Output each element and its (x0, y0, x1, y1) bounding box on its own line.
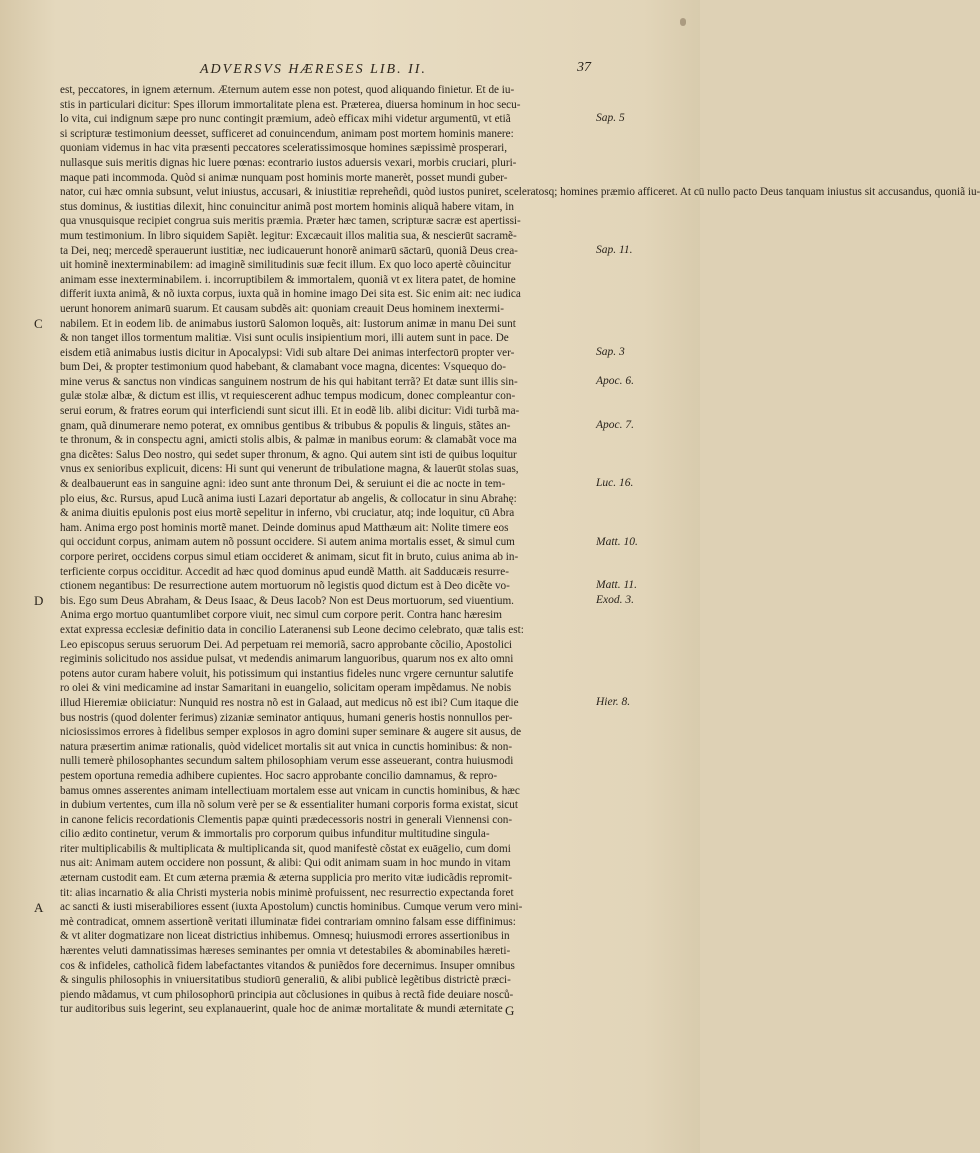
section-letter: A (34, 899, 44, 915)
text-line: maque pati incommoda. Quòd si animæ nunquam post hominis morte manerèt, posset mundi guber- (60, 171, 508, 184)
text-line: & vt aliter dogmatizare non liceat districtius inhibemus. Omnesq; huiusmodi errores assertionibus in (60, 930, 510, 943)
text-line: tit: alias incarnatio & alia Christi mysteria nobis minimè profuissent, nec resurrectio expectanda foret (60, 886, 514, 899)
page-edge-mark (680, 18, 686, 26)
text-line: bamus omnes asserentes animam intellectiuam mortalem esse aut vnicam in cunctis hominibus, & hæc (60, 784, 520, 797)
text-line: nulli temerè philosophantes secundum saltem philosophiam verum esse asseuerant, contra huiusmodi (60, 755, 514, 768)
margin-reference: Apoc. 7. (596, 418, 635, 431)
text-line: & dealbauerunt eas in sanguine agni: ideo sunt ante thronum Dei, & seruiunt ei die ac nocte in tem- (60, 478, 506, 491)
text-line: terficiente corpus occiditur. Accedit ad hæc quod dominus apud eundẽ Matth. ait Sadducæis resurre- (60, 565, 509, 578)
text-line: mine verus & sanctus non vindicas sanguinem nostrum de his qui habitant terrã? Et datæ sunt illis sin- (60, 375, 518, 388)
text-line: lo vita, cui indignum sæpe pro nunc contingit præmium, adeò efficax mihi videtur argumentū, vt etiã (60, 113, 511, 126)
text-line: & non tanget illos tormentum malitiæ. Visi sunt oculis insipientium mori, illi autem sunt in pace. De (60, 332, 509, 345)
text-line: in canone felicis recordationis Clementis papæ quinti prædecessoris nostri in generali Viennensi con- (60, 813, 513, 826)
text-line: ac sancti & iusti miserabiliores essent (iuxta Apostolum) cunctis hominibus. Cumque verum vero mini- (60, 901, 523, 914)
text-line: uit hominẽ inexterminabilem: ad imaginẽ similitudinis suæ fecit illum. Ex quo loco apertè cõuincitur (60, 259, 512, 272)
margin-reference: Luc. 16. (596, 477, 634, 490)
text-line: niciosissimos errores à fidelibus semper explosos in agro domini super seminare & augere sit ausus, de (60, 726, 522, 739)
text-line: bus nostris (quod dolenter ferimus) zizaniæ seminator antiquus, humani generis hostis nonnullos per- (60, 711, 513, 724)
margin-reference: Exod. 3. (596, 594, 635, 606)
text-line: tur auditoribus suis legerint, seu explanauerint, quale hoc de animæ mortalitate & mundi æternitate (60, 1003, 503, 1016)
text-line: mum testimonium. In libro siquidem Sapiẽt. legitur: Excæcauit illos malitia sua, & nescierūt sacramẽ- (60, 229, 517, 242)
text-line: te thronum, & in conspectu agni, amicti stolis albis, & palmæ in manibus eorum: & clamabãt voce ma (60, 434, 517, 447)
margin-reference: Apoc. 6. (596, 375, 635, 387)
text-line: bis. Ego sum Deus Abraham, & Deus Isaac, & Deus Iacob? Non est Deus mortuorum, sed viuentium. (60, 594, 514, 607)
text-line: natura præsertim animæ rationalis, quòd videlicet mortalis sit aut vnica in cunctis hominibus: & non- (60, 740, 513, 753)
text-line: Leo episcopus seruus seruorum Dei. Ad perpetuam rei memoriã, sacro approbante cõcilio, Apostolici (60, 638, 513, 651)
text-line: Anima ergo mortuo quantumlibet corpore viuit, nec simul cum corpore perit. Contra hanc hæresim (60, 609, 502, 622)
text-line: differit iuxta animã, & nõ iuxta corpus, iuxta quã in homine imago Dei sita est. Sic enim ait: nec iudica (60, 288, 521, 301)
text-line: stis in particulari dicitur: Spes illorum immortalitate plena est. Præterea, diuersa hominum in hoc secu- (60, 98, 521, 111)
page-number: 37 (577, 60, 591, 75)
text-line: uerunt honorem animarū suarum. Et causam subdẽs ait: quoniam creauit Deus hominem inextermi- (60, 302, 504, 315)
margin-reference: Sap. 5 (596, 112, 625, 125)
text-line: ctionem negantibus: De resurrectione autem mortuorum nõ legistis quod dictum est à Deo dicẽte vo- (60, 580, 510, 593)
margin-reference: Sap. 3 (596, 345, 625, 358)
text-line: æternam custodit eam. Et cum æterna præmia & æterna supplicia pro merito vitæ iudicãdis repromit- (60, 872, 513, 885)
text-line: nullasque suis meritis dignas hic luere pœnas: econtrario iustos aduersis vexari, morbis cruciari, pluri- (60, 156, 517, 169)
text-line: & anima diuitis epulonis post eius mortẽ sepelitur in inferno, vbi cruciatur, atq; inde loquitur, cū Abra (60, 507, 515, 520)
text-line: ham. Anima ergo post hominis mortẽ manet. Deinde dominus apud Matthæum ait: Nolite timere eos (60, 521, 509, 534)
text-line: pestem oportuna remedia adhibere cupientes. Hoc sacro approbante concilio damnamus, & repro- (60, 769, 498, 782)
text-line: nus ait: Animam autem occidere non possunt, & alibi: Qui odit animam suam in hoc mundo in vitam (60, 857, 511, 870)
text-line: cilio ædito continetur, verum & immortalis pro corporum quibus infunditur multitudine singula- (60, 828, 490, 841)
text-line: piendo mãdamus, vt cum philosophorū principia aut cõclusiones in quibus à rectã fide deuiare nosců- (60, 988, 514, 1001)
text-line: illud Hieremiæ obiiciatur: Nunquid res nostra nõ est in Galaad, aut medicus nõ est ibi? Cum itaque die (60, 696, 519, 709)
text-line: extat expressa ecclesiæ definitio data in concilio Lateranensi sub Leone decimo celebrato, quæ talis est: (60, 623, 524, 636)
text-line: bum Dei, & propter testimonium quod habebant, & clamabant voce magna, dicentes: Vsquequo do- (60, 361, 506, 374)
text-line: plo eius, &c. Rursus, apud Lucã anima iusti Lazari deportatur ab angelis, & collocatur in sinu Abrahę: (60, 492, 517, 505)
text-line: cos & infideles, catholicã fidem labefactantes vitandos & puniẽdos fore decernimus. Insuper omnibus (60, 959, 515, 972)
text-line: serui eorum, & fratres eorum qui interficiendi sunt sicut illi. Et in eodẽ lib. alibi dicitur: Vidi turbã ma- (60, 405, 520, 418)
text-line: mè contradicat, omnem assertionẽ veritati illuminatæ fidei contrariam omnino falsam esse diffinimus: (60, 915, 516, 928)
text-line: ro olei & vini medicamine ad instar Samaritani in euangelio, solicitam operam impẽdamus. Ne nobis (60, 682, 512, 695)
text-line: gnam, quã dinumerare nemo poterat, ex omnibus gentibus & tribubus & populis & linguis, stãtes an- (60, 419, 511, 432)
margin-reference: Sap. 11. (596, 243, 633, 256)
text-line: gna dicẽtes: Salus Deo nostro, qui sedet super thronum, & agno. Qui autem sint isti de quibus loquitur (60, 448, 517, 461)
text-line: quoniam videmus in hac vita præsenti peccatores sceleratissimosque homines sæpissimè prosperari, (60, 142, 508, 155)
text-line: animam esse inexterminabilem. i. incorruptibilem & immortalem, quoniã vt ex litera patet, de homine (60, 273, 516, 286)
text-line: eisdem etiã animabus iustis dicitur in Apocalypsi: Vidi sub altare Dei animas interfectorū propter ver- (60, 346, 515, 359)
text-line: in dubium vertentes, cum illa nõ solum verè per se & essentialiter humani corporis forma existat, sicut (60, 799, 518, 812)
signature-mark: G (505, 1003, 515, 1018)
text-line: riter multiplicabilis & multiplicata & multiplicanda sit, quod manifestè cõstat ex euāgelio, cum domi (60, 842, 511, 855)
text-line: gulæ stolæ albæ, & dictum est illis, vt requiescerent adhuc tempus modicum, donec compleantur con- (60, 390, 516, 403)
text-line: corpore periret, occidens corpus simul etiam occideret & animam, sicut fit in bruto, cuius anima ab in- (60, 551, 519, 563)
text-line: regiminis solicitudo nos assidue pulsat, vt medendis animarum languoribus, quarum nos ex alto omni (60, 653, 514, 666)
text-line: potens autor curam habere voluit, his potissimum qui instantius fideles nunc vrgere cernuntur salutife (60, 667, 514, 680)
text-line: nabilem. Et in eodem lib. de animabus iustorū Salomon loquẽs, ait: Iustorum animæ in manu Dei sunt (60, 317, 516, 330)
margin-reference: Matt. 11. (596, 579, 637, 592)
text-line: & singulis philosophis in vniuersitatibus studiorū generaliū, & alibi publicè legẽtibus districtè præci- (60, 974, 511, 987)
text-line: si scripturæ testimonium deesset, sufficeret ad conuincendum, animam post mortem hominis manere: (60, 127, 514, 140)
text-line: stus dominus, & iustitias dilexit, hinc conuincitur animã post mortem hominis aliquã habere vitam, in (60, 200, 514, 213)
section-letter: D (34, 593, 44, 608)
running-title: ADVERSVS HÆRESES LIB. II. (200, 62, 427, 77)
text-line: est, peccatores, in ignem æternum. Æternum autem esse non potest, quod aliquando finietur. Et de iu- (60, 84, 515, 96)
text-line: qui occidunt corpus, animam autem nõ possunt occidere. Si autem anima mortalis esset, & simul cum (60, 536, 515, 549)
section-letter: C (34, 315, 43, 331)
text-line: ta Dei, neq; mercedẽ sperauerunt iustitiæ, nec iudicauerunt honorẽ animarū sāctarū, quoniã Deus crea- (60, 244, 518, 257)
margin-reference: Matt. 10. (596, 535, 638, 548)
margin-reference: Hier. 8. (596, 696, 631, 709)
text-line: nator, cui hæc omnia subsunt, velut iniustus, accusari, & iniustitiæ repreheñdi, quòd iustos puniret, sceleratosq; homines præmio afficeret. At cū nullo pacto Deus tanquam iniustus sit accusandus, quoniã iu- (60, 186, 980, 199)
text-line: hærentes veluti damnatissimas hæreses seminantes per omnia vt detestabiles & abominabiles hæreti- (60, 945, 511, 958)
text-line: qua vnusquisque recipiet congrua suis meritis præmia. Præter hæc tamen, scripturæ sacræ est apertissi- (60, 215, 521, 228)
text-line: vnus ex senioribus explicuit, dicens: Hi sunt qui venerunt de tribulatione magna, & lauerūt stolas suas, (60, 463, 519, 476)
